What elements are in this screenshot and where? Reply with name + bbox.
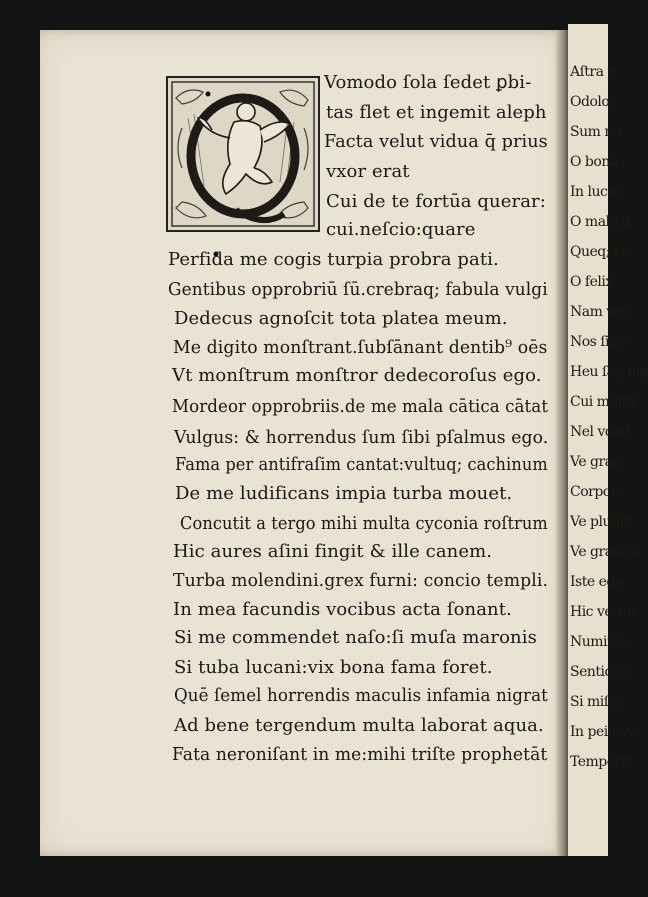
facing-line: Cui multu xyxy=(570,394,636,410)
facing-line: In luctu xyxy=(570,184,621,200)
text-line: Cui de te fortūa querar: xyxy=(326,191,546,212)
text-line: Concutit a tergo mihi multa cyconia roſtrum xyxy=(180,513,548,534)
text-line: Vomodo ſola ſedet ꝑbi- xyxy=(324,72,532,93)
text-line: Vt monſtrum monſtror dedecoroſus ego. xyxy=(172,365,542,386)
text-line: Gentibus opprobriū ſū.crebraq; fabula vulgi xyxy=(168,279,548,300)
facing-line: Iste ego xyxy=(570,574,623,590)
text-line: Dedecus agnoſcit tota platea meum. xyxy=(174,308,508,329)
facing-line: In peius v xyxy=(570,724,635,740)
facing-line: O mala d xyxy=(570,214,630,230)
facing-line: O felix xyxy=(570,274,613,290)
text-line: Ad bene tergendum multa laborat aqua. xyxy=(174,715,544,736)
facing-page xyxy=(568,24,648,856)
facing-line: Temperat xyxy=(570,754,634,770)
text-line: Facta velut vidua q̄ prius xyxy=(324,131,548,152)
text-line: Vulgus: & horrendus ſum ſibi pſalmus ego. xyxy=(174,427,549,448)
text-line: In mea facundis vocibus acta ſonant. xyxy=(173,599,512,620)
facing-line: Queq; re xyxy=(570,244,628,260)
text-line: Si tuba lucani:vix bona fama foret. xyxy=(174,657,493,678)
text-line: Fama per antifraſim cantat:vultuq; cachinum xyxy=(175,454,548,475)
text-line: Quē ſemel horrendis maculis infamia nigrat xyxy=(174,685,548,706)
facing-line: Heu ſag nig xyxy=(570,364,648,380)
facing-line: Sentio fo xyxy=(570,664,629,680)
facing-line: Si miſer xyxy=(570,694,623,710)
facing-line: Nel vomi xyxy=(570,424,630,440)
text-line: Me digito monſtrant.ſubſānant dentib⁹ oēs xyxy=(173,337,548,358)
text-line: cui.neſcio:quare xyxy=(326,219,476,240)
woodcut-initial xyxy=(166,76,320,232)
text-line: Si me commendet naſo:ſi muſa maronis xyxy=(174,627,537,648)
facing-line: Ve grauitu xyxy=(570,544,639,560)
text-line: De me ludificans impia turba mouet. xyxy=(175,483,513,504)
facing-line: Nos ſine xyxy=(570,334,626,350)
text-line: vxor erat xyxy=(326,161,410,182)
woodcut-initial-art xyxy=(168,78,318,230)
facing-line: Ve grau xyxy=(570,454,622,470)
facing-line: Nam ven xyxy=(570,304,631,320)
facing-line: Numinis xyxy=(570,634,627,650)
text-line: Hic aures aſini fingit & ille canem. xyxy=(173,541,493,562)
facing-line: Ve plumb xyxy=(570,514,633,530)
text-line: tas flet et ingemit aleph xyxy=(326,102,547,123)
text-line: Fata neroniſant in me:mihi triſte prophetāt xyxy=(172,744,548,765)
facing-line: Corpore xyxy=(570,484,625,500)
text-line: Perfida me cogis turpia probra pati. xyxy=(168,249,499,270)
facing-line: Odolor xyxy=(570,94,616,110)
facing-line: Sum mi xyxy=(570,124,622,140)
text-line: Mordeor opprobriis.de me mala cātica cātat xyxy=(172,396,549,417)
text-line: Turba molendini.grex furni: concio templi. xyxy=(173,570,549,591)
facing-line: Hic verun xyxy=(570,604,636,620)
facing-line: O bona xyxy=(570,154,618,170)
facing-line: Aſtra p xyxy=(570,64,616,80)
